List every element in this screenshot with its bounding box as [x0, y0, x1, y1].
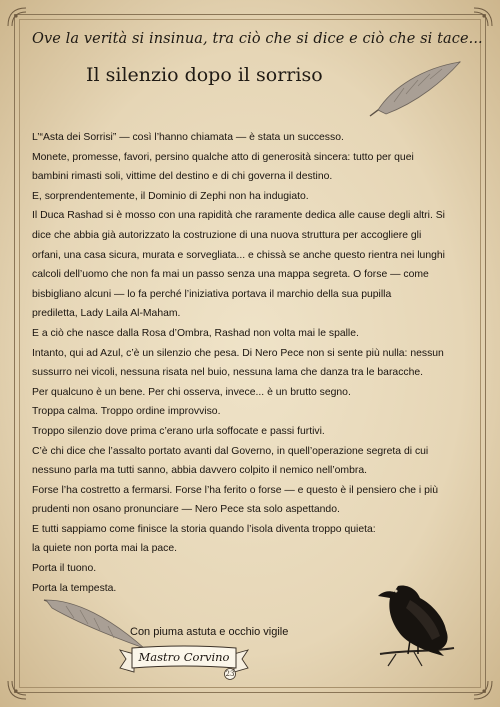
article-line: Intanto, qui ad Azul, c’è un silenzio che pesa. Di Nero Pece non si sente più nulla: nessun	[32, 347, 444, 359]
article-line: dice che abbia già autorizzato la costruzione di una nuova struttura per accogliere gli	[32, 229, 422, 241]
article-line: nessuno parla ma tutti sanno, abbia davvero colpito il nemico nell’ombra.	[32, 465, 367, 477]
article-line: calcoli dell’uomo che non fa mai un passo senza una mappa segreta. O forse — come	[32, 269, 429, 281]
signoff-text: Con piuma astuta e occhio vigile	[130, 626, 289, 638]
article-line: Porta il tuono.	[32, 563, 97, 575]
article-line: bisbigliano alcuni — lo fa perché l’iniziativa portava il marchio della sua pupilla	[32, 288, 392, 300]
article-body	[32, 128, 468, 598]
article-title: Il silenzio dopo il sorriso	[86, 64, 323, 86]
article-line: Monete, promesse, favori, persino qualche atto di generosità sincera: tutto per quei	[32, 151, 414, 163]
article-line: Forse l’ha costretto a fermarsi. Forse l’ha ferito o forse — e questo è il pensiero che i più	[32, 484, 438, 496]
corner-ornament-icon	[6, 679, 28, 701]
corner-ornament-icon	[472, 679, 494, 701]
header-tagline: Ove la verità si insinua, tra ciò che si dice e ciò che si tace...	[32, 31, 483, 47]
article-line: Per qualcuno è un bene. Per chi osserva, invece... è un brutto segno.	[32, 386, 351, 398]
article-line: Porta la tempesta.	[32, 582, 117, 594]
signature-name: Mastro Corvino	[138, 650, 230, 664]
article-line: la quiete non porta mai la pace.	[32, 543, 177, 555]
page-number: 23	[225, 670, 235, 678]
crow-icon	[374, 570, 458, 670]
article-line: orfani, una casa sicura, murata e sorvegliata... e chissà se anche questo rientra nei lunghi	[32, 249, 445, 261]
article-line: E, sorprendentemente, il Dominio di Zephi non ha indugiato.	[32, 190, 309, 202]
article-line: Il Duca Rashad si è mosso con una rapidità che raramente dedica alle cause degli altri. Si	[32, 210, 445, 222]
article-line: E tutti sappiamo come finisce la storia quando l’isola diventa troppo quieta:	[32, 523, 376, 535]
corner-ornament-icon	[6, 6, 28, 28]
article-line: bambini rimasti soli, vittime del destino e di chi governa il destino.	[32, 171, 333, 183]
article-line: prudenti non osano pronunciare — Nero Pece sta solo aspettando.	[32, 504, 340, 516]
feather-icon	[364, 58, 464, 120]
article-line: C’è chi dice che l’assalto portato avanti dal Governo, in quell’operazione segreta di cui	[32, 445, 429, 457]
article-line: L’“Asta dei Sorrisi” — così l’hanno chiamata — è stata un successo.	[32, 132, 344, 143]
article-line: sussurro nei vicoli, nessuna risata nel buio, nessuna lama che danza tra le baracche.	[32, 367, 424, 379]
article-line: Troppa calma. Troppo ordine improvviso.	[32, 406, 221, 418]
article-line: E a ciò che nasce dalla Rosa d’Ombra, Rashad non volta mai le spalle.	[32, 327, 359, 339]
article-line: prediletta, Lady Laila Al-Maham.	[32, 308, 181, 320]
corner-ornament-icon	[472, 6, 494, 28]
article-line: Troppo silenzio dove prima c’erano urla soffocate e passi furtivi.	[32, 425, 325, 437]
